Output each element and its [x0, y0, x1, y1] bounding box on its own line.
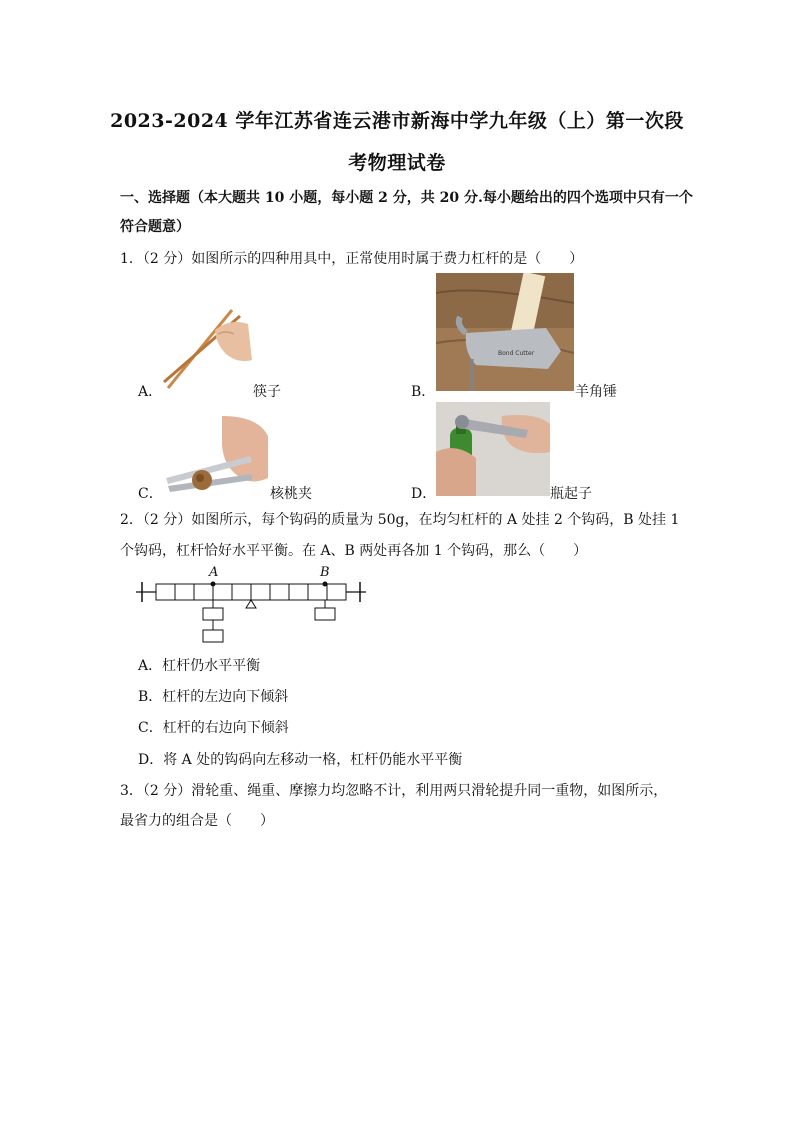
title-line-2: 考物理试卷 — [348, 152, 446, 174]
q2-option-d[interactable]: D．将 A 处的钩码向左移动一格，杠杆仍能水平平衡 — [138, 752, 463, 768]
question-3-stem-cont: 最省力的组合是（ ） — [120, 813, 274, 829]
q2-option-a[interactable]: A．杠杆仍水平平衡 — [138, 658, 261, 674]
q1-option-c-label[interactable]: C． — [138, 486, 163, 502]
question-3-stem: 3．（2 分）滑轮重、绳重、摩擦力均忽略不计，利用两只滑轮提升同一重物，如图所示， — [120, 783, 668, 799]
question-2-stem-cont: 个钩码，杠杆恰好水平平衡。在 A、B 两处再各加 1 个钩码，那么（ ） — [120, 543, 588, 559]
section-heading: 一、选择题（本大题共 10 小题，每小题 2 分，共 20 分.每小题给出的四个选项中只有一个 — [120, 190, 693, 206]
claw-hammer-image — [436, 273, 574, 391]
lever-diagram — [136, 562, 368, 648]
q1-option-b-caption: 羊角锤 — [575, 384, 617, 400]
question-1-stem: 1．（2 分）如图所示的四种用具中，正常使用时属于费力杠杆的是（ ） — [120, 251, 584, 267]
bottle-opener-image — [436, 402, 550, 496]
q1-option-c-caption: 核桃夹 — [270, 486, 312, 502]
q1-option-a-caption: 筷子 — [253, 384, 281, 400]
hammer-brand-text: Bond Cutter — [498, 350, 535, 357]
nutcracker-image — [160, 416, 270, 494]
q2-option-c[interactable]: C．杠杆的右边向下倾斜 — [138, 720, 289, 736]
point-a-label: A — [209, 565, 219, 580]
q1-option-b-label[interactable]: B． — [411, 384, 436, 400]
q1-option-d-caption: 瓶起子 — [550, 486, 592, 502]
point-b-label: B — [320, 565, 330, 580]
title-line-1: 2023-2024 学年江苏省连云港市新海中学九年级（上）第一次段 — [110, 110, 684, 132]
question-2-stem: 2．（2 分）如图所示，每个钩码的质量为 50g，在均匀杠杆的 A 处挂 2 个钩码，B 处挂 1 — [120, 512, 680, 528]
section-heading-cont: 符合题意） — [120, 219, 190, 235]
chopsticks-image — [160, 300, 255, 392]
q2-option-b[interactable]: B．杠杆的左边向下倾斜 — [138, 689, 289, 705]
q1-option-a-label[interactable]: A． — [138, 384, 163, 400]
q1-option-d-label[interactable]: D． — [411, 486, 437, 502]
